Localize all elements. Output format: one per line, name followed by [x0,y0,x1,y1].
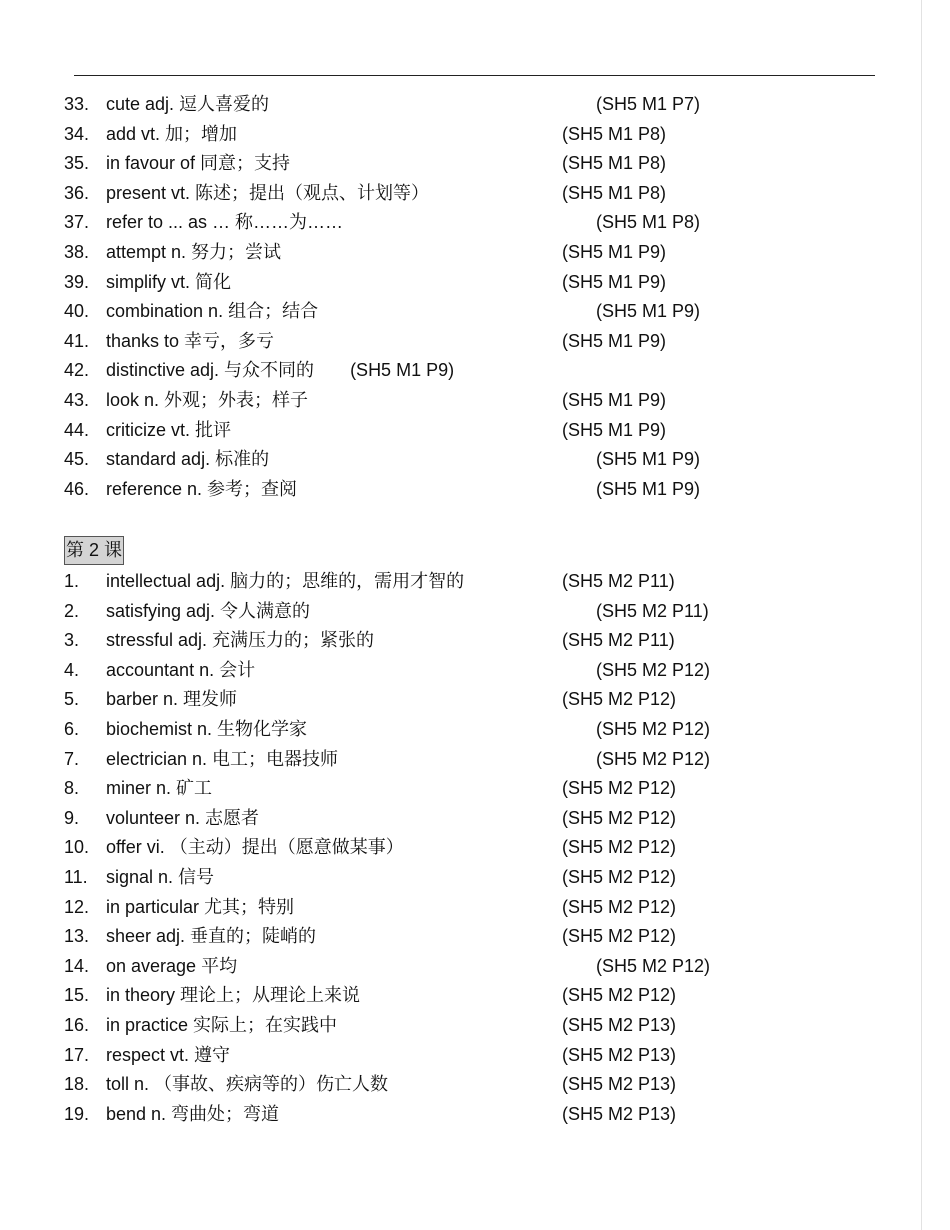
entry-term: miner n. 矿工 [106,778,213,799]
entry-source: (SH5 M2 P12) [596,955,711,976]
entry-term: in theory 理论上；从理论上来说 [106,985,361,1006]
entry-term: intellectual adj. 脑力的；思维的，需用才智的 [106,571,465,591]
entry-source: (SH5 M1 P8) [562,153,667,174]
entry-term: present vt. 陈述；提出（观点、计划等） [106,182,430,203]
entry-number: 5. [64,689,80,710]
lesson-title: 第 2 课 [64,536,124,565]
entry-source: (SH5 M1 P9) [562,389,667,410]
entry-source: (SH5 M2 P12) [596,659,711,680]
entry-number: 15. [64,985,90,1006]
entry-number: 7. [64,748,80,769]
entry-term: barber n. 理发师 [106,689,238,710]
entry-term: biochemist n. 生物化学家 [106,718,308,739]
entry-number: 41. [64,330,90,351]
lesson-2-heading [64,536,124,565]
entry-number: 8. [64,778,80,799]
entry-term: stressful adj. 充满压力的；紧张的 [106,630,375,651]
entry-term: volunteer n. 志愿者 [106,807,260,828]
entry-source: (SH5 M2 P11) [562,630,675,651]
entry-number: 46. [64,478,90,499]
entry-number: 34. [64,123,90,144]
entry-source: (SH5 M1 P7) [596,94,701,114]
entry-term: cute adj. 逗人喜爱的 [106,94,270,114]
entry-number: 35. [64,153,90,174]
entry-number: 6. [64,718,80,739]
entry-term: look n. 外观；外表；样子 [106,389,309,410]
entry-number: 38. [64,241,90,262]
entry-source: (SH5 M2 P13) [562,1044,677,1065]
entry-source: (SH5 M2 P12) [562,807,677,828]
entry-source: (SH5 M1 P9) [596,449,701,470]
entry-source: (SH5 M2 P11) [596,600,709,621]
entry-term: reference n. 参考；查阅 [106,478,298,499]
entry-number: 13. [64,926,90,947]
entry-number: 43. [64,389,90,410]
entry-term: combination n. 组合；结合 [106,301,319,322]
entry-term: in particular 尤其；特别 [106,896,295,917]
entry-source: (SH5 M1 P9) [596,478,701,499]
entry-term: bend n. 弯曲处；弯道 [106,1103,280,1124]
entry-source: (SH5 M1 P9) [350,360,455,381]
page-edge-line [921,0,922,1230]
entry-source: (SH5 M2 P12) [562,837,677,858]
entry-number: 12. [64,896,90,917]
entry-number: 44. [64,419,90,440]
entry-source: (SH5 M2 P13) [562,1103,677,1124]
entry-term: distinctive adj. 与众不同的 (SH5 M1 P9) [106,360,455,381]
entry-term: electrician n. 电工；电器技师 [106,748,339,769]
entry-number: 3. [64,630,80,651]
entry-source: (SH5 M1 P9) [562,330,667,351]
entry-term: offer vi. （主动）提出（愿意做某事） [106,837,404,858]
entry-number: 37. [64,212,90,233]
entry-number: 33. [64,94,90,114]
entry-number: 45. [64,449,90,470]
entry-number: 36. [64,182,90,203]
entry-term: in practice 实际上；在实践中 [106,1014,338,1035]
entry-term: simplify vt. 简化 [106,271,232,292]
entry-term: respect vt. 遵守 [106,1044,231,1065]
entry-source: (SH5 M2 P12) [562,926,677,947]
entry-number: 2. [64,600,80,621]
entry-source: (SH5 M1 P8) [562,123,667,144]
entry-source: (SH5 M2 P13) [562,1074,677,1095]
entry-term: on average 平均 [106,955,238,976]
entry-source: (SH5 M2 P12) [596,718,711,739]
entry-number: 9. [64,807,80,828]
entry-term: standard adj. 标准的 [106,449,270,470]
entry-number: 40. [64,301,90,322]
entry-number: 11. [64,866,88,887]
entry-source: (SH5 M2 P12) [562,896,677,917]
entry-term: attempt n. 努力；尝试 [106,241,282,262]
entry-source: (SH5 M2 P12) [562,866,677,887]
entry-source: (SH5 M1 P9) [596,301,701,322]
entry-source: (SH5 M2 P13) [562,1014,677,1035]
entry-term: sheer adj. 垂直的；陡峭的 [106,926,317,947]
entry-number: 42. [64,360,90,381]
entry-number: 18. [64,1074,90,1095]
entry-source: (SH5 M1 P9) [562,271,667,292]
entry-source: (SH5 M2 P12) [562,778,677,799]
entry-term: add vt. 加；增加 [106,123,238,144]
entry-source: (SH5 M2 P11) [562,571,675,591]
entry-number: 17. [64,1044,90,1065]
entry-number: 16. [64,1014,90,1035]
entry-number: 1. [64,571,80,591]
entry-source: (SH5 M1 P9) [562,419,667,440]
entry-term: criticize vt. 批评 [106,419,232,440]
entry-term: in favour of 同意；支持 [106,153,291,174]
entry-number: 4. [64,659,80,680]
entry-source: (SH5 M2 P12) [562,985,677,1006]
entry-number: 39. [64,271,90,292]
entry-term: satisfying adj. 令人满意的 [106,600,311,621]
entry-source: (SH5 M1 P9) [562,241,667,262]
entry-number: 14. [64,955,90,976]
entry-term: refer to ... as … 称……为…… [106,212,344,233]
entry-source: (SH5 M1 P8) [562,182,667,203]
entry-source: (SH5 M2 P12) [562,689,677,710]
entry-term: thanks to 幸亏，多亏 [106,330,275,351]
entry-source: (SH5 M1 P8) [596,212,701,233]
entry-term: accountant n. 会计 [106,659,256,680]
entry-term: signal n. 信号 [106,866,215,887]
entry-source: (SH5 M2 P12) [596,748,711,769]
header-rule [74,75,875,76]
entry-number: 19. [64,1103,90,1124]
entry-term: toll n. （事故、疾病等的）伤亡人数 [106,1074,389,1095]
entry-number: 10. [64,837,90,858]
